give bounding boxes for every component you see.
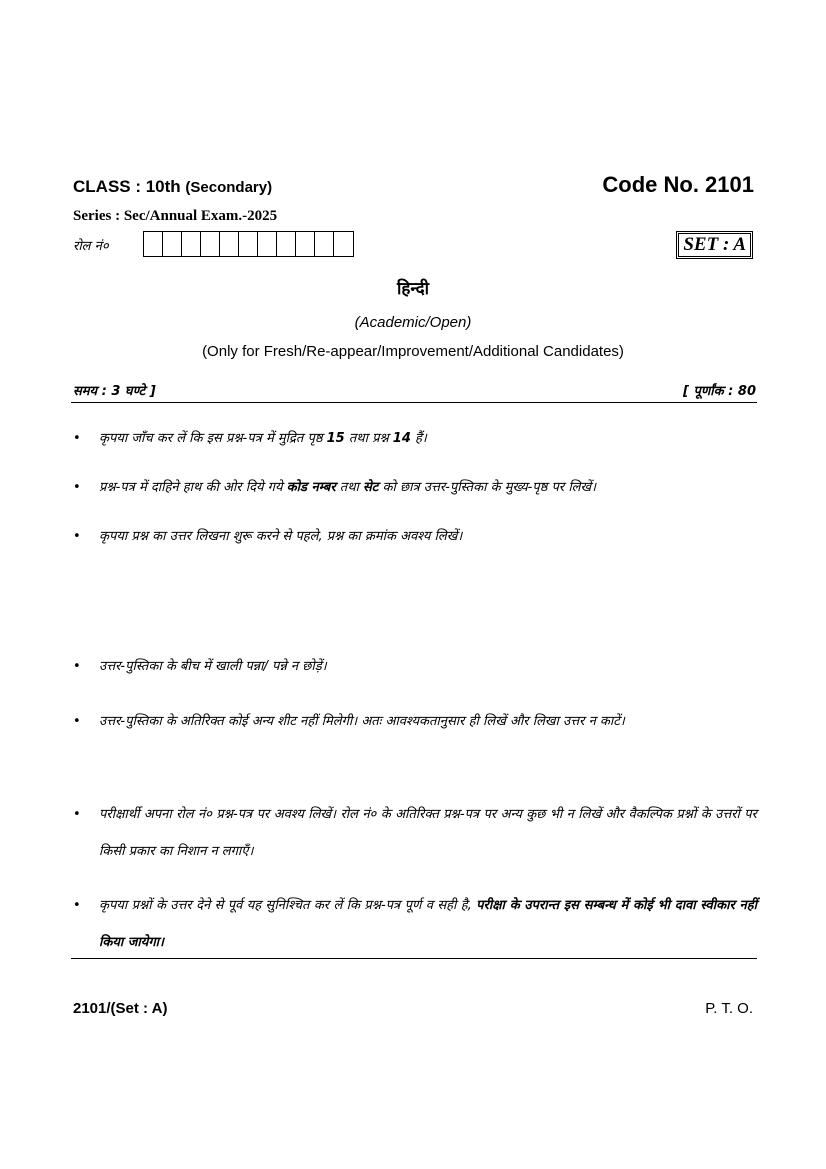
roll-digit-box[interactable] xyxy=(163,232,182,256)
instruction-text xyxy=(99,796,757,870)
instruction-part: कृपया जाँच कर लें कि इस प्रश्न-पत्र में मुद्रित पृष्ठ xyxy=(99,431,327,446)
instruction-text xyxy=(99,648,757,685)
instruction-part: उत्तर-पुस्तिका के बीच में खाली पन्ना/ पन्ने न छोड़ें। xyxy=(99,659,327,674)
bullet-icon: • xyxy=(73,431,81,446)
series-line: Series : Sec/Annual Exam.-2025 xyxy=(73,208,278,224)
roll-digit-box[interactable] xyxy=(296,232,315,256)
bullet-icon: • xyxy=(73,659,81,674)
bullet-icon: • xyxy=(73,807,81,822)
instruction-part: को छात्र उत्तर-पुस्तिका के मुख्य-पृष्ठ पर लिखें। xyxy=(378,480,597,495)
candidates-line: (Only for Fresh/Re-appear/Improvement/Additional Candidates) xyxy=(202,343,624,360)
instruction-item xyxy=(73,703,757,740)
footer-code: 2101/(Set : A) xyxy=(73,1000,168,1017)
instruction-part: कृपया प्रश्नों के उत्तर देने से पूर्व यह सुनिश्चित कर लें कि प्रश्न-पत्र पूर्ण व सही है, xyxy=(99,898,477,913)
instruction-item xyxy=(73,518,757,555)
instruction-bold-part: 15 xyxy=(326,431,345,446)
roll-digit-box[interactable] xyxy=(201,232,220,256)
subject-title: हिन्दी xyxy=(396,279,430,299)
set-badge xyxy=(676,231,753,259)
instruction-part: उत्तर-पुस्तिका के अतिरिक्त कोई अन्य शीट नहीं मिलेगी। अतः आवश्यकतानुसार ही लिखें और लिखा उत्तर न काटें। xyxy=(99,714,625,729)
instruction-item xyxy=(73,796,757,870)
instruction-bold-part: सेट xyxy=(363,480,379,495)
roll-number-label: रोल नं० xyxy=(73,239,109,254)
roll-digit-box[interactable] xyxy=(220,232,239,256)
class-label: CLASS : 10th xyxy=(73,177,181,196)
roll-digit-box[interactable] xyxy=(277,232,296,256)
instruction-part: हैं। xyxy=(410,431,427,446)
instruction-part: कृपया प्रश्न का उत्तर लिखना शुरू करने से पहले, प्रश्न का क्रमांक अवश्य लिखें। xyxy=(99,529,463,544)
bullet-icon: • xyxy=(73,480,81,495)
stream-line: (Academic/Open) xyxy=(354,314,472,331)
instruction-text xyxy=(99,887,757,961)
class-sub: (Secondary) xyxy=(185,179,273,196)
instruction-part: परीक्षार्थी अपना रोल नं० प्रश्न-पत्र पर अवश्य लिखें। रोल नं० के अतिरिक्त प्रश्न-पत्र पर अन्य कुछ भी न लिखें और वैकल्पिक प्रश्नों के उत्तरों पर किसी प्रकार का निशान न लगाएँ। xyxy=(99,807,757,859)
instruction-item xyxy=(73,469,757,506)
instruction-part: तथा xyxy=(335,480,364,495)
instruction-part: तथा प्रश्न xyxy=(344,431,393,446)
roll-digit-box[interactable] xyxy=(334,232,353,256)
pto-label: P. T. O. xyxy=(705,1000,753,1017)
roll-digit-box[interactable] xyxy=(239,232,258,256)
max-marks: [ पूर्णांक : 80 xyxy=(683,384,756,399)
time-allowed: समय : 3 घण्टे ] xyxy=(73,384,156,399)
instruction-text xyxy=(99,518,757,555)
class-line xyxy=(73,177,272,197)
bullet-icon: • xyxy=(73,529,81,544)
instruction-part: प्रश्न-पत्र में दाहिने हाथ की ओर दिये गये xyxy=(99,480,287,495)
instruction-bold-part: कोड नम्बर xyxy=(286,480,336,495)
bullet-icon: • xyxy=(73,714,81,729)
roll-digit-box[interactable] xyxy=(258,232,277,256)
roll-number-boxes[interactable] xyxy=(143,231,354,257)
instruction-text xyxy=(99,420,757,457)
footer-divider xyxy=(71,958,757,959)
roll-digit-box[interactable] xyxy=(144,232,163,256)
instruction-bold-part: परीक्षा के उपरान्त इस सम्बन्ध में कोई भी दावा स्वीकार नहीं किया जायेगा। xyxy=(99,898,758,950)
instruction-bold-part: 14 xyxy=(392,431,411,446)
roll-digit-box[interactable] xyxy=(182,232,201,256)
header-divider xyxy=(71,402,757,403)
instruction-text xyxy=(99,469,757,506)
instruction-item xyxy=(73,648,757,685)
set-label: SET : A xyxy=(678,233,751,257)
instruction-item xyxy=(73,887,757,961)
code-number: Code No. 2101 xyxy=(602,172,754,197)
instruction-text xyxy=(99,703,757,740)
bullet-icon: • xyxy=(73,898,81,913)
instruction-item xyxy=(73,420,757,457)
roll-digit-box[interactable] xyxy=(315,232,334,256)
